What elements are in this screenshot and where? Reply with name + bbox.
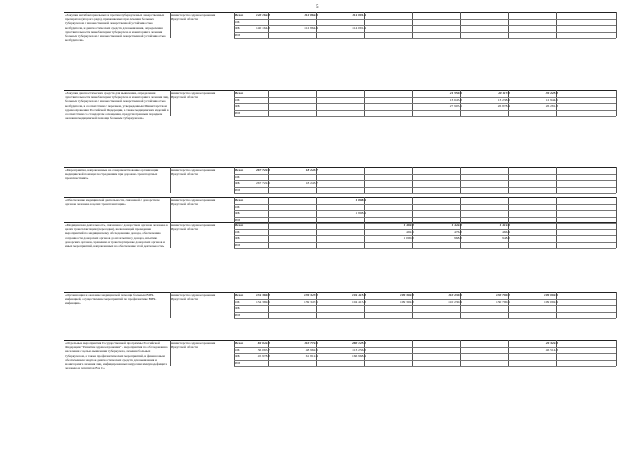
measure-description: «Мероприятия, направленные на совершенствование организации медицинской помощи пострадавшим при дорожно-транспортных происшествиях» bbox=[65, 168, 159, 181]
measure-description: «Закупки антибактериальных и противотуберкулезных лекарственных препаратов (второго ряда), применяемых при лечении больных туберкулезом с множественной лекарственной устойчивостью возбудителя, и диагностических средств для выявления, определения чувствительности микобактерии туберкулеза и мониторинга лечения больных туберкулезом с множественной лекарственной устойчивостью возбудителя» bbox=[65, 13, 166, 43]
measure-description: «Медицинская деятельность, связанная с донорством органов человека в целях трансплантации (пересадки), включающей проведение мероприятий по медицинскому обследованию донора, обеспечению сохранности донорских органов до их изъятия у донора, изъятию донорских органов, хранению и транспортировке донорских органов и иных мероприятий, направленных на обеспечение этой деятельности» bbox=[65, 223, 168, 249]
table-cell-value: 27 905.1 bbox=[449, 104, 462, 108]
funding-source-label: ОБ bbox=[235, 97, 240, 102]
table-cell-value: 49 324.3 bbox=[545, 341, 558, 345]
executor-region: Иркутской области bbox=[171, 345, 198, 350]
table-block bbox=[64, 340, 616, 402]
column-divider bbox=[616, 340, 617, 366]
executor-ministry: министерство здравоохранения bbox=[171, 293, 216, 297]
funding-source-label: ФБ bbox=[235, 211, 240, 215]
measure-description: «Обеспечение медицинской деятельности, связанной с донорством органов человека в целях трансплантации» bbox=[65, 198, 160, 207]
column-divider bbox=[616, 90, 617, 116]
row-divider bbox=[234, 116, 616, 117]
funding-source-label: ФБ bbox=[235, 104, 240, 108]
table-cell-value: 40 117.0 bbox=[497, 91, 510, 95]
table-cell-value: 1 444.0 bbox=[451, 223, 462, 227]
table-cell-value: 280 125.2 bbox=[352, 341, 366, 345]
executor bbox=[171, 341, 233, 349]
executor bbox=[171, 168, 233, 176]
table-block bbox=[64, 90, 616, 152]
funding-source-label: ИИ bbox=[235, 360, 240, 365]
row-divider bbox=[234, 210, 616, 211]
executor-region: Иркутской области bbox=[171, 297, 198, 302]
table-cell-value: 1 808.4 bbox=[355, 211, 366, 215]
funding-source-label: ФБ bbox=[235, 236, 240, 240]
funding-source-label: ИИ bbox=[235, 32, 240, 37]
table-cell-value: 36 065.7 bbox=[257, 347, 270, 352]
column-divider bbox=[616, 197, 617, 223]
executor-ministry: министерство здравоохранения bbox=[171, 168, 216, 172]
row-divider bbox=[234, 318, 616, 319]
funding-source-label: ИИ bbox=[235, 242, 240, 247]
funding-source-label: Всего bbox=[235, 293, 244, 297]
table-cell-value: 1 808.4 bbox=[355, 198, 366, 202]
funding-source-label: ФБ bbox=[235, 306, 240, 310]
funding-source-label: ИИ bbox=[235, 217, 240, 222]
column-divider bbox=[616, 292, 617, 318]
row-divider bbox=[64, 222, 616, 223]
executor bbox=[171, 198, 233, 206]
funding-source-label: Всего bbox=[235, 198, 244, 202]
table-block bbox=[64, 167, 616, 193]
table-cell-value: 139 347.1 bbox=[304, 299, 318, 304]
funding-source-label: ОБ bbox=[235, 204, 240, 209]
table-cell-value: 114 091.4 bbox=[352, 13, 366, 17]
table-cell-value: 130 790.1 bbox=[496, 299, 510, 304]
table-cell-value: 130 790.1 bbox=[496, 293, 510, 297]
measure-description: «Организация и оказание медицинской помощи больным ВИЧ-инфекцией, осуществление мероприятий по профилактике ВИЧ-инфекции» bbox=[65, 293, 157, 306]
row-divider bbox=[234, 366, 616, 367]
funding-source-label: ОБ bbox=[235, 347, 240, 352]
funding-source-label: ФБ bbox=[235, 354, 240, 358]
row-divider bbox=[234, 360, 616, 361]
table-cell-value: 12 944.5 bbox=[545, 97, 558, 102]
table-cell-value: 41 550.9 bbox=[449, 91, 462, 95]
executor-region: Иркутской области bbox=[171, 95, 198, 100]
column-divider bbox=[170, 222, 171, 248]
executor-region: Иркутской области bbox=[171, 227, 198, 232]
table-cell-value: 1 414.9 bbox=[499, 223, 510, 227]
table-cell-value: 1 000.0 bbox=[403, 236, 414, 240]
row-divider bbox=[234, 305, 616, 306]
funding-source-label: Всего bbox=[235, 13, 244, 17]
funding-source-label: ИИ bbox=[235, 187, 240, 192]
table-cell-value: 110 774.9 bbox=[304, 341, 318, 345]
column-divider bbox=[170, 167, 171, 193]
row-divider bbox=[234, 32, 616, 33]
column-divider bbox=[170, 292, 171, 318]
row-divider bbox=[64, 167, 616, 168]
funding-source-label: ОБ bbox=[235, 19, 240, 24]
row-divider bbox=[234, 217, 616, 218]
table-cell-value: 18 243.7 bbox=[305, 181, 318, 185]
table-cell-value: 267 722.6 bbox=[256, 168, 270, 172]
executor-ministry: министерство здравоохранения bbox=[171, 91, 216, 95]
executor bbox=[171, 13, 233, 21]
page-number: 5 bbox=[316, 5, 319, 10]
table-cell-value: 39 225.8 bbox=[545, 91, 558, 95]
funding-source-label: ОБ bbox=[235, 229, 240, 234]
funding-source-label: ОБ bbox=[235, 299, 240, 304]
table-cell-value: 18 243.7 bbox=[305, 168, 318, 172]
table-cell-value: 948.0 bbox=[502, 236, 510, 240]
table-cell-value: 166 968.4 bbox=[352, 354, 366, 358]
table-cell-value: 113 256.8 bbox=[352, 347, 366, 352]
executor bbox=[171, 91, 233, 99]
executor-region: Иркутской области bbox=[171, 172, 198, 177]
executor bbox=[171, 293, 233, 301]
funding-source-label: ОБ bbox=[235, 174, 240, 179]
funding-source-label: ИИ bbox=[235, 110, 240, 115]
table-cell-value: 109 092.9 bbox=[544, 293, 558, 297]
executor-region: Иркутской области bbox=[171, 202, 198, 207]
row-divider bbox=[234, 110, 616, 111]
column-divider bbox=[616, 12, 617, 38]
column-divider bbox=[170, 90, 171, 116]
table-cell-value: 1 492.1 bbox=[403, 223, 414, 227]
table-cell-value: 26 878.4 bbox=[497, 104, 510, 108]
measure-description: «Отдельные мероприятия Государственной программы Российской Федерации "Развитие здравоохранения" - мероприятия по обследованию населения с целью выявления туберкулеза, лечения больных туберкулезом, а также профилактических мероприятий, и финансовым обеспечением закупок диагностических средств для выявления и мониторинга лечения лиц, инфицированных вирусами иммунодефицита человека и гепатитов В и С» bbox=[65, 341, 168, 371]
table-cell-value: 82 044.5 bbox=[257, 341, 270, 345]
column-divider bbox=[616, 167, 617, 193]
funding-source-label: Всего bbox=[235, 91, 244, 95]
table-cell-value: 104 415.8 bbox=[352, 299, 366, 304]
table-cell-value: 109 092.9 bbox=[544, 299, 558, 304]
row-divider bbox=[234, 187, 616, 188]
row-divider bbox=[234, 248, 616, 249]
row-divider bbox=[234, 19, 616, 20]
table-cell-value: 112 864.9 bbox=[304, 13, 318, 17]
table-cell-value: 13 645.8 bbox=[449, 97, 462, 102]
table-cell-value: 61 812.4 bbox=[305, 354, 318, 358]
table-cell-value: 110 230.9 bbox=[448, 293, 462, 297]
table-cell-value: 26 281.3 bbox=[545, 104, 558, 108]
table-cell-value: 139 347.1 bbox=[304, 293, 318, 297]
table-cell-value: 48 962.5 bbox=[305, 347, 318, 352]
column-divider bbox=[170, 340, 171, 366]
column-divider bbox=[170, 12, 171, 38]
table-cell-value: 104 415.8 bbox=[352, 293, 366, 297]
funding-source-label: Всего bbox=[235, 341, 244, 345]
table-cell-value: 140 164.8 bbox=[256, 13, 270, 17]
measure-description: «Закупки диагностических средств для выявления, определения чувствительности микобактерии туберкулеза и мониторинга лечения лиц, больных туберкулезом с множественной лекарственной устойчивостью возбудителя, в соответствии с перечнем, утвержденным Министерством здравоохранения Российской Федерации, а также медицинских изделий в соответствии со стандартом оснащения, предусмотренным порядком оказания медицинской помощи больным туберкулезом» bbox=[65, 91, 169, 121]
table-cell-value: 114 091.4 bbox=[352, 26, 366, 30]
executor-ministry: министерство здравоохранения bbox=[171, 341, 216, 345]
table-block bbox=[64, 197, 616, 222]
table-block bbox=[64, 292, 616, 332]
column-divider bbox=[170, 197, 171, 223]
executor-region: Иркутской области bbox=[171, 17, 198, 22]
table-cell-value: 110 230.9 bbox=[448, 299, 462, 304]
row-divider bbox=[234, 242, 616, 243]
table-cell-value: 968.0 bbox=[454, 236, 462, 240]
table-cell-value: 140 164.8 bbox=[256, 26, 270, 30]
row-divider bbox=[234, 174, 616, 175]
table-cell-value: 267 722.6 bbox=[256, 181, 270, 185]
funding-source-label: ФБ bbox=[235, 26, 240, 30]
table-cell-value: 112 864.9 bbox=[304, 26, 318, 30]
table-cell-value: 134 369.5 bbox=[256, 293, 270, 297]
row-divider bbox=[234, 193, 616, 194]
executor-ministry: министерство здравоохранения bbox=[171, 198, 216, 202]
table-cell-value: 46 514.3 bbox=[545, 347, 558, 352]
row-divider bbox=[234, 312, 616, 313]
table-cell-value: 492.1 bbox=[406, 229, 414, 234]
table-cell-value: 45 978.8 bbox=[257, 354, 270, 358]
table-cell-value: 476.0 bbox=[454, 229, 462, 234]
table-cell-value: 109 302.0 bbox=[400, 293, 414, 297]
funding-source-label: Всего bbox=[235, 168, 244, 172]
table-cell-value: 109 302.0 bbox=[400, 299, 414, 304]
row-divider bbox=[234, 38, 616, 39]
funding-source-label: ФБ bbox=[235, 181, 240, 185]
table-cell-value: 13 238.6 bbox=[497, 97, 510, 102]
funding-source-label: ИИ bbox=[235, 312, 240, 317]
column-divider bbox=[616, 222, 617, 248]
executor-ministry: министерство здравоохранения bbox=[171, 223, 216, 227]
row-divider bbox=[234, 204, 616, 205]
table-block bbox=[64, 222, 616, 280]
executor-ministry: министерство здравоохранения bbox=[171, 13, 216, 17]
funding-source-label: Всего bbox=[235, 223, 244, 227]
table-block bbox=[64, 12, 616, 74]
table-cell-value: 134 369.5 bbox=[256, 299, 270, 304]
table-cell-value: 466.9 bbox=[502, 229, 510, 234]
executor bbox=[171, 223, 233, 231]
